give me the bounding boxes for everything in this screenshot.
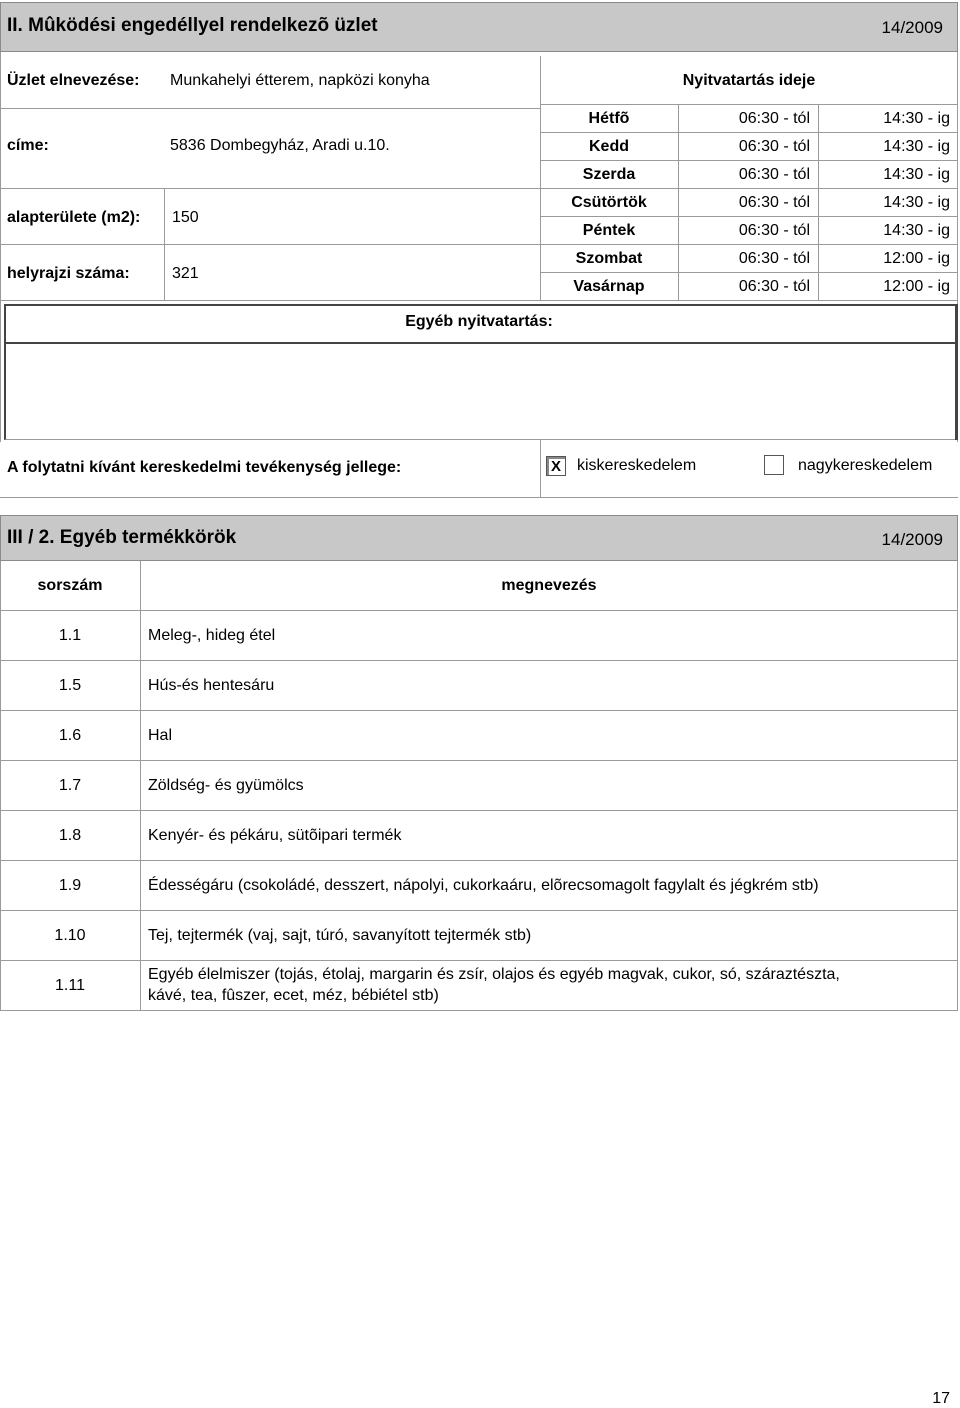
row-number: 1.10 bbox=[54, 927, 86, 944]
hours-from: 06:30 - tól bbox=[738, 250, 810, 267]
hours-to: 14:30 - ig bbox=[883, 222, 950, 239]
hours-day: Vasárnap bbox=[573, 278, 645, 295]
hours-to: 14:30 - ig bbox=[883, 110, 950, 127]
row-name: Hús-és hentesáru bbox=[148, 677, 275, 694]
shop-name-value: Munkahelyi étterem, napközi konyha bbox=[170, 72, 430, 89]
row-number: 1.1 bbox=[58, 627, 82, 644]
address-label: címe: bbox=[7, 137, 49, 154]
hours-day: Kedd bbox=[589, 138, 629, 155]
address-value: 5836 Dombegyház, Aradi u.10. bbox=[170, 137, 390, 154]
page-number: 17 bbox=[932, 1390, 950, 1407]
hours-from: 06:30 - tól bbox=[738, 166, 810, 183]
hours-to: 12:00 - ig bbox=[883, 278, 950, 295]
section-iii-header bbox=[0, 515, 958, 561]
row-number: 1.5 bbox=[58, 677, 82, 694]
retail-label: kiskereskedelem bbox=[577, 457, 697, 474]
section-iii-number: 14/2009 bbox=[881, 530, 943, 549]
row-name-line2: kávé, tea, fûszer, ecet, méz, bébiétel stb) bbox=[148, 987, 439, 1004]
row-number: 1.9 bbox=[58, 877, 82, 894]
hours-to: 14:30 - ig bbox=[883, 166, 950, 183]
other-hours-field[interactable] bbox=[4, 342, 958, 440]
row-name: Zöldség- és gyümölcs bbox=[148, 777, 304, 794]
retail-checkbox[interactable]: X bbox=[546, 456, 566, 476]
hours-day: Hétfõ bbox=[588, 110, 630, 127]
row-number: 1.11 bbox=[55, 977, 85, 994]
section-iii-title: III / 2. Egyéb termékkörök bbox=[7, 527, 237, 548]
section-ii-header bbox=[0, 2, 958, 52]
wholesale-label: nagykereskedelem bbox=[798, 457, 933, 474]
hours-day: Szombat bbox=[575, 250, 643, 267]
lot-label: helyrajzi száma: bbox=[7, 265, 130, 282]
hours-from: 06:30 - tól bbox=[738, 222, 810, 239]
row-name: Hal bbox=[148, 727, 173, 744]
hours-from: 06:30 - tól bbox=[738, 110, 810, 127]
col-header-name: megnevezés bbox=[501, 577, 597, 594]
area-label: alapterülete (m2): bbox=[7, 209, 141, 226]
lot-value: 321 bbox=[172, 265, 199, 282]
wholesale-checkbox[interactable] bbox=[764, 455, 784, 475]
section-ii-title: II. Mûködési engedéllyel rendelkezõ üzlet bbox=[7, 15, 378, 36]
row-name-line1: Egyéb élelmiszer (tojás, étolaj, margarin és zsír, olajos és egyéb magvak, cukor, só, száraztészta, bbox=[148, 966, 840, 983]
activity-label: A folytatni kívánt kereskedelmi tevékenység jellege: bbox=[7, 459, 402, 476]
row-name: Kenyér- és pékáru, sütõipari termék bbox=[148, 827, 402, 844]
row-name: Tej, tejtermék (vaj, sajt, túró, savanyított tejtermék stb) bbox=[148, 927, 532, 944]
hours-day: Péntek bbox=[582, 222, 636, 239]
area-value: 150 bbox=[172, 209, 199, 226]
hours-to: 14:30 - ig bbox=[883, 194, 950, 211]
hours-header: Nyitvatartás ideje bbox=[682, 72, 816, 89]
hours-to: 12:00 - ig bbox=[883, 250, 950, 267]
row-number: 1.6 bbox=[58, 727, 82, 744]
row-name: Édességáru (csokoládé, desszert, nápolyi, cukorkaáru, elõrecsomagolt fagylalt és jégkrém stb) bbox=[148, 877, 819, 894]
hours-day: Csütörtök bbox=[571, 194, 647, 211]
row-number: 1.8 bbox=[58, 827, 82, 844]
shop-name-label: Üzlet elnevezése: bbox=[7, 72, 140, 89]
section-ii-number: 14/2009 bbox=[881, 18, 943, 37]
hours-from: 06:30 - tól bbox=[738, 138, 810, 155]
row-name: Meleg-, hideg étel bbox=[148, 627, 276, 644]
col-header-number: sorszám bbox=[37, 577, 103, 594]
other-hours-label: Egyéb nyitvatartás: bbox=[405, 313, 553, 330]
hours-from: 06:30 - tól bbox=[738, 194, 810, 211]
hours-day: Szerda bbox=[582, 166, 636, 183]
row-number: 1.7 bbox=[58, 777, 82, 794]
hours-to: 14:30 - ig bbox=[883, 138, 950, 155]
hours-from: 06:30 - tól bbox=[738, 278, 810, 295]
